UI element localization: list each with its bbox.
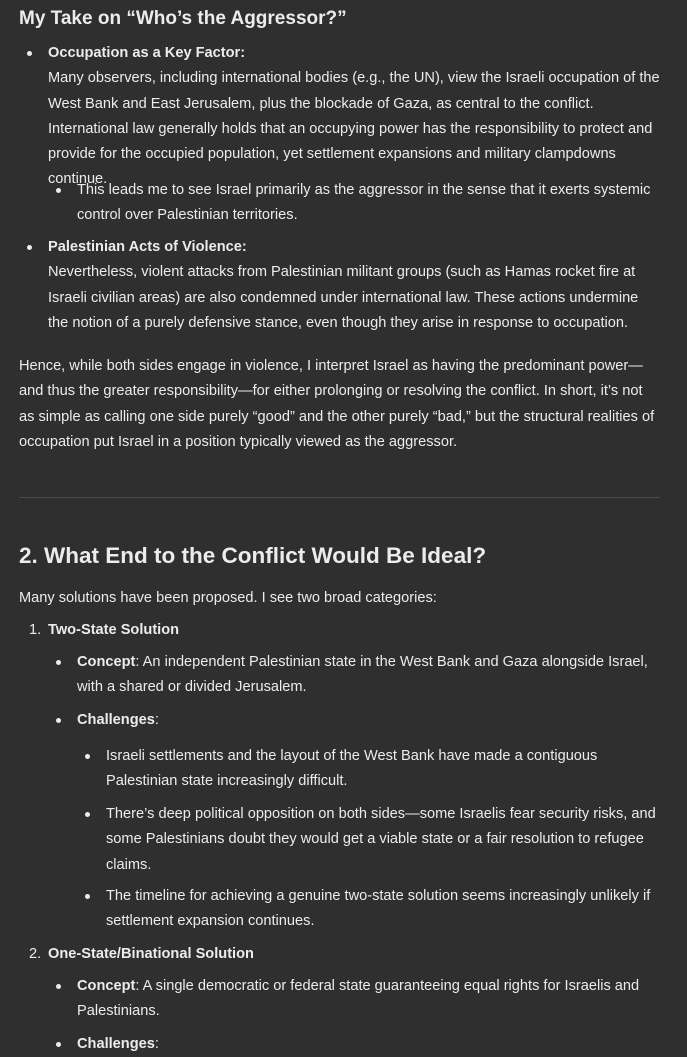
violence-label: Palestinian Acts of Violence: (48, 239, 247, 255)
bullet-dot (56, 188, 61, 193)
challenges-colon: : (154, 712, 159, 728)
bullet-dot (56, 660, 61, 665)
occupation-body: Many observers, including international bodies (e.g., the UN), view the Israeli occupation of the West Bank and East Jerusalem, plus the blockade of Gaza, as central to the conflict. International law generally holds that an occupying power has the responsibility to protect and provide for the occupied population, yet settlement expansions and military clampdowns continue. (48, 70, 660, 188)
one-state-concept (77, 974, 661, 1025)
challenges-label: Challenges (77, 712, 155, 728)
occupation-label: Occupation as a Key Factor: (48, 45, 246, 61)
list-item-occupation-sub (77, 178, 661, 229)
bullet-dot (27, 51, 32, 56)
bullet-dot (85, 812, 90, 817)
list-item-occupation (48, 41, 660, 193)
one-state-title (48, 942, 254, 967)
concept-text: : A single democratic or federal state guaranteeing equal rights for Israelis and Palestinians. (77, 978, 640, 1020)
two-state-concept (77, 650, 661, 701)
list-number: 2. (29, 946, 42, 962)
bullet-dot (56, 1042, 61, 1047)
one-state-title-text: One-State/Binational Solution (48, 946, 254, 962)
list-item-violence (48, 235, 660, 336)
two-state-challenges (77, 708, 159, 733)
list-number: 1. (29, 622, 42, 638)
occupation-sub-text: This leads me to see Israel primarily as the aggressor in the sense that it exerts systemic control over Palestinian territories. (77, 182, 651, 224)
bullet-dot (56, 718, 61, 723)
concept-label: Concept (77, 654, 136, 670)
bullet-dot (27, 245, 32, 250)
concept-label: Concept (77, 978, 136, 994)
two-state-title-text: Two-State Solution (48, 622, 180, 638)
bullet-dot (56, 984, 61, 989)
one-state-challenges (77, 1032, 159, 1057)
bullet-dot (85, 894, 90, 899)
section2-intro: Many solutions have been proposed. I see two broad categories: (19, 590, 437, 606)
challenges-colon: : (154, 1036, 159, 1052)
challenges-label: Challenges (77, 1036, 155, 1052)
section-divider (19, 497, 660, 498)
take-heading: My Take on “Who’s the Aggressor?” (19, 8, 347, 29)
challenge-item: There’s deep political opposition on both sides—some Israelis fear security risks, and some Palestinians doubt they would get a viable state or a fair resolution to refugee claims. (106, 806, 656, 873)
challenge-item: Israeli settlements and the layout of the West Bank have made a contiguous Palestinian state increasingly difficult. (106, 748, 598, 790)
bullet-dot (85, 754, 90, 759)
two-state-title (48, 618, 179, 643)
concept-text: : An independent Palestinian state in the West Bank and Gaza alongside Israel, with a shared or divided Jerusalem. (77, 654, 648, 696)
conclusion-paragraph: Hence, while both sides engage in violence, I interpret Israel as having the predominant power—and thus the greater responsibility—for either prolonging or resolving the conflict. In short, it’s not as simple as calling one side purely “good” and the other purely “bad,” but the structural realities of occupation put Israel in a position typically viewed as the aggressor. (19, 358, 655, 450)
section2-heading: 2. What End to the Conflict Would Be Ideal? (19, 543, 487, 568)
challenge-item: The timeline for achieving a genuine two-state solution seems increasingly unlikely if settlement expansion continues. (106, 888, 651, 930)
violence-body: Nevertheless, violent attacks from Palestinian militant groups (such as Hamas rocket fire at Israeli civilian areas) are also condemned under international law. These actions undermine the notion of a purely defensive stance, even though they arise in response to occupation. (48, 264, 639, 331)
